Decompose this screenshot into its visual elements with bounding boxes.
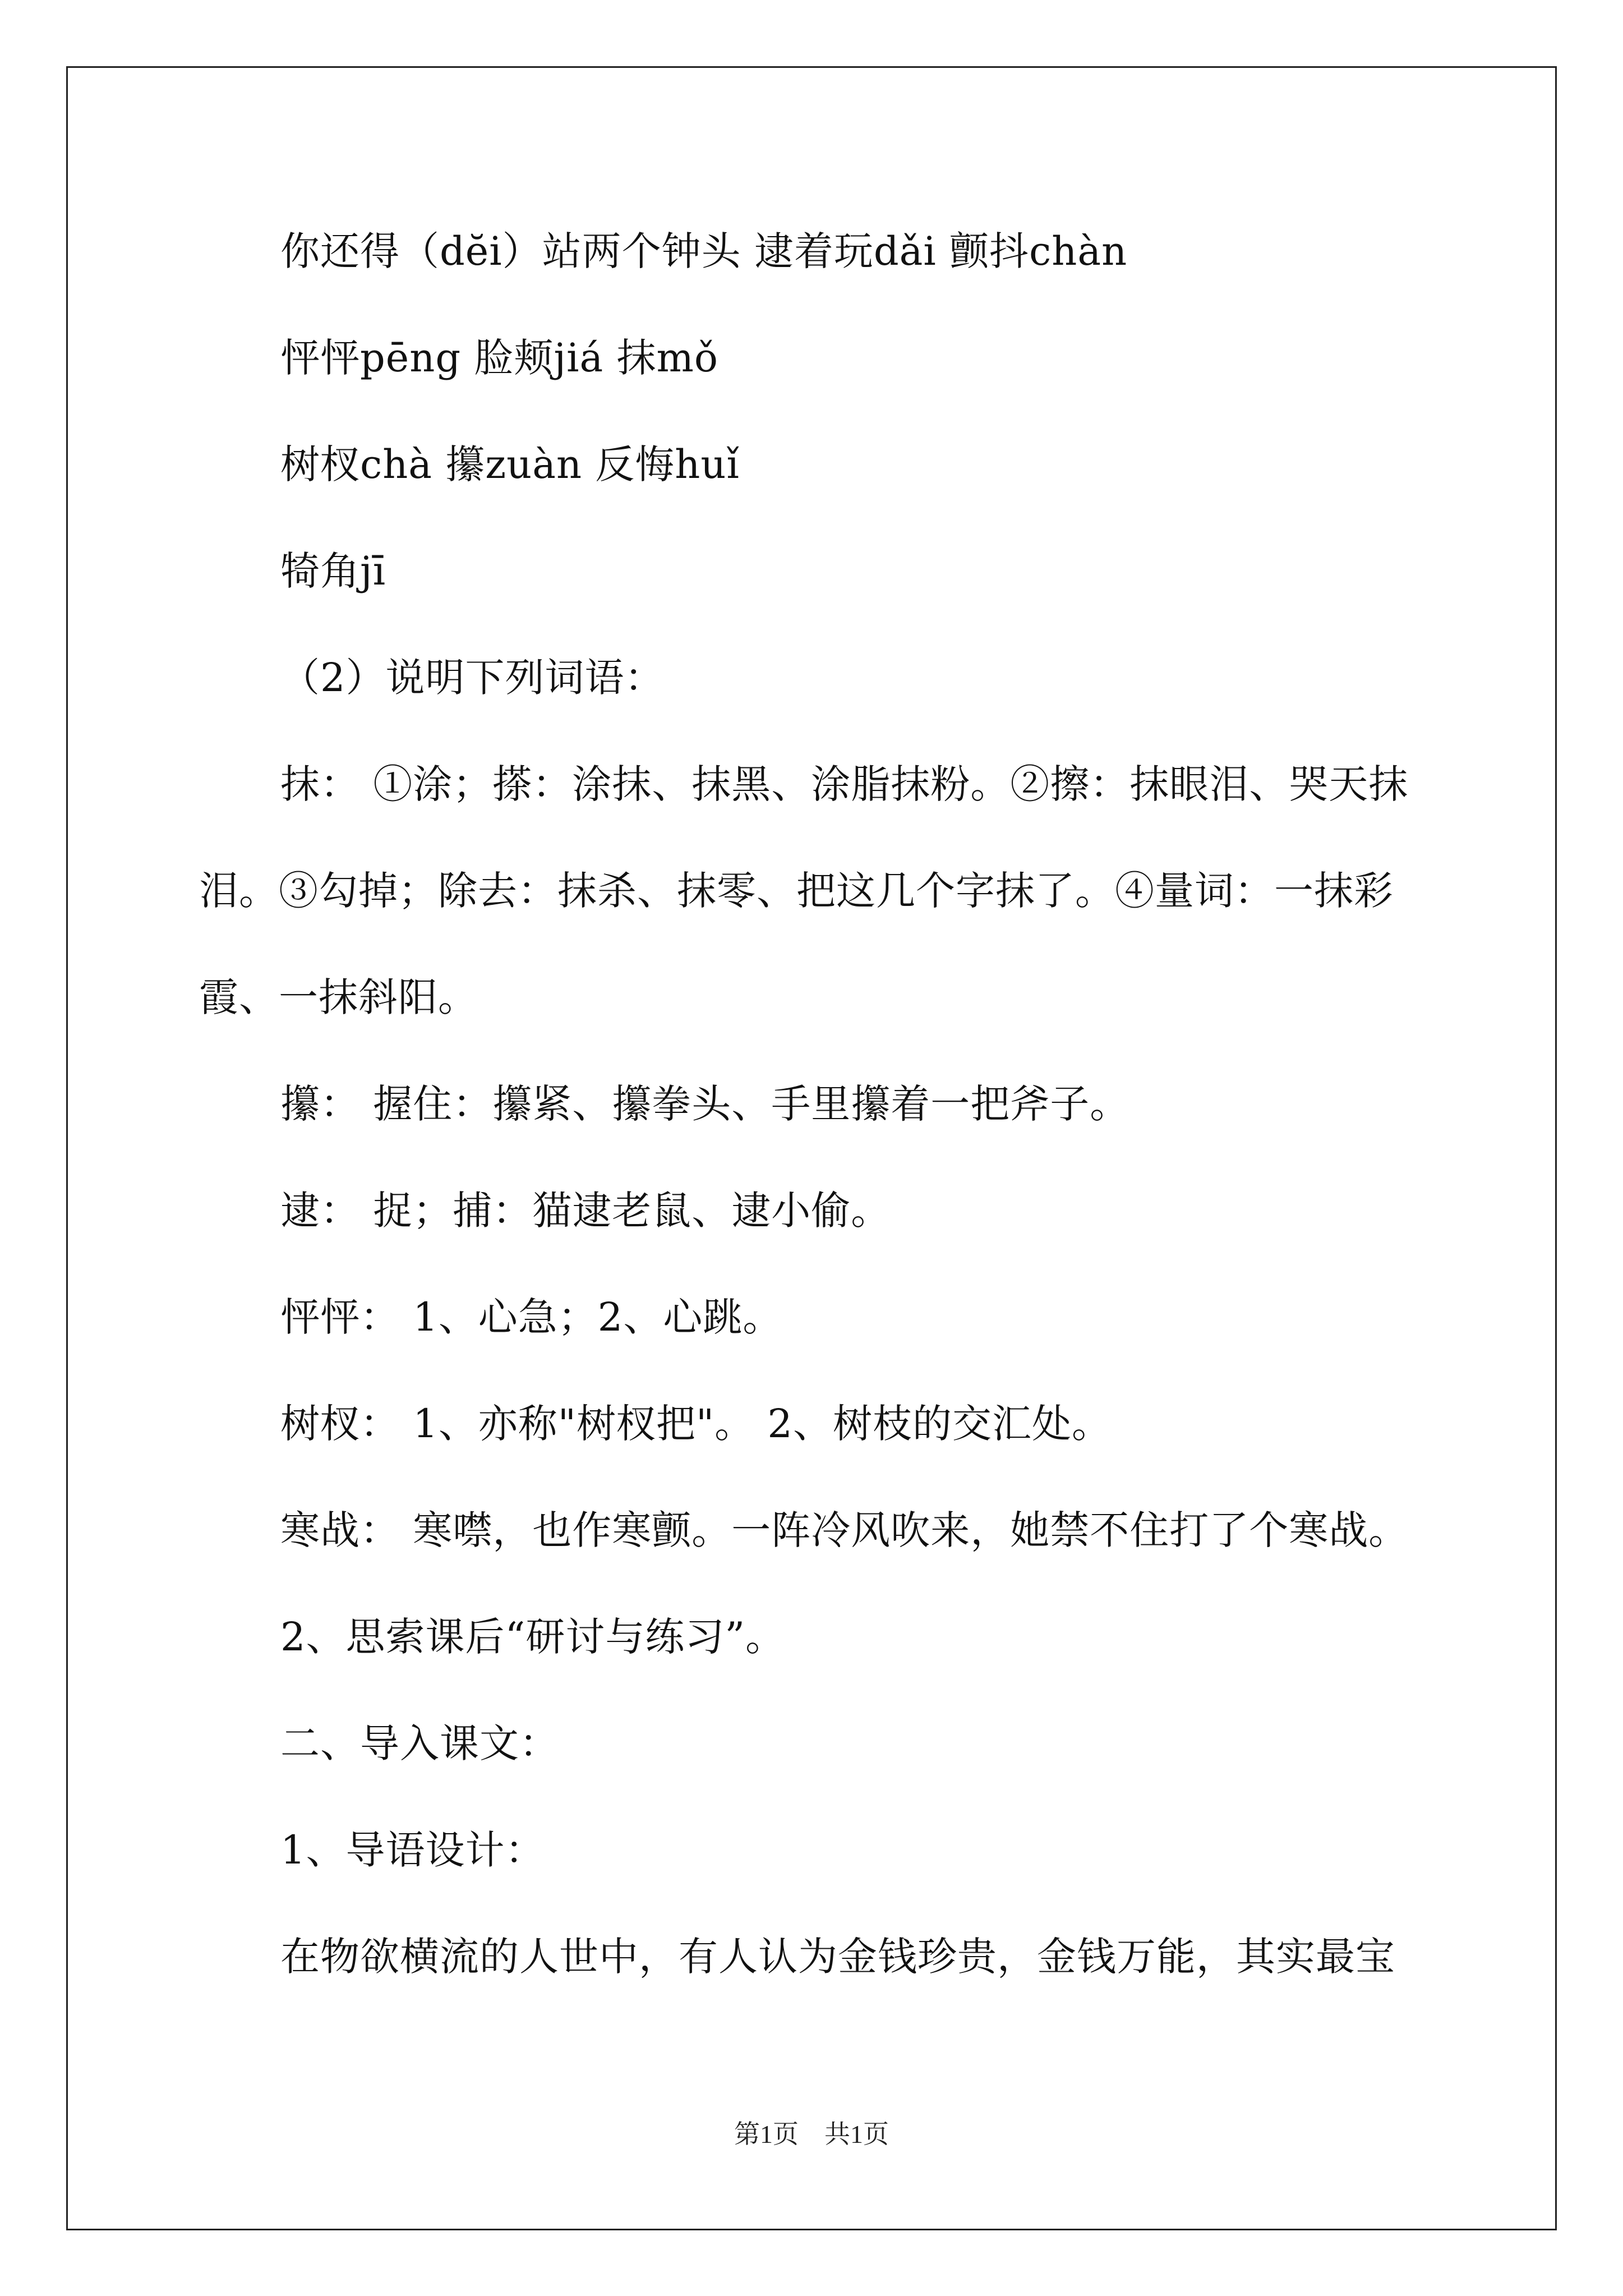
section-heading: 二、导入课文： xyxy=(280,1720,559,1766)
text-line: 1、导语设计： xyxy=(280,1827,545,1873)
definition-line: 逮： 捉；捕：猫逮老鼠、逮小偷。 xyxy=(280,1188,891,1234)
definition-line: 怦怦： 1、心急；2、心跳。 xyxy=(280,1294,783,1340)
definition-line: 抹： ①涂；搽：涂抹、抹黑、涂脂抹粉。②擦：抹眼泪、哭天抹 xyxy=(280,761,1409,807)
definition-line: 泪。③勾掉；除去：抹杀、抹零、把这几个字抹了。④量词：一抹彩 xyxy=(199,868,1394,914)
page-frame xyxy=(66,66,1557,2230)
definition-line: 寒战： 寒噤，也作寒颤。一阵冷风吹来，她禁不住打了个寒战。 xyxy=(280,1507,1409,1553)
text-line: 在物欲横流的人世中，有人认为金钱珍贵，金钱万能，其实最宝 xyxy=(280,1934,1395,1980)
definition-line: 攥： 握住：攥紧、攥拳头、手里攥着一把斧子。 xyxy=(280,1081,1130,1127)
text-line: 树杈chà 攥zuàn 反悔huǐ xyxy=(280,441,740,487)
definition-line: 树杈： 1、亦称"树杈把"。 2、树枝的交汇处。 xyxy=(280,1401,1112,1447)
text-line: 你还得（dĕi）站两个钟头 逮着玩dǎi 颤抖chàn xyxy=(280,228,1128,274)
page-footer: 第1页 共1页 xyxy=(734,2120,889,2148)
section-heading: （2）说明下列词语： xyxy=(280,655,665,701)
definition-line: 霞、一抹斜阳。 xyxy=(199,974,478,1020)
text-line: 怦怦pēng 脸颊jiá 抹mǒ xyxy=(280,335,718,381)
text-line: 2、思索课后“研讨与练习”。 xyxy=(280,1614,786,1660)
text-line: 犄角jī xyxy=(280,548,386,594)
